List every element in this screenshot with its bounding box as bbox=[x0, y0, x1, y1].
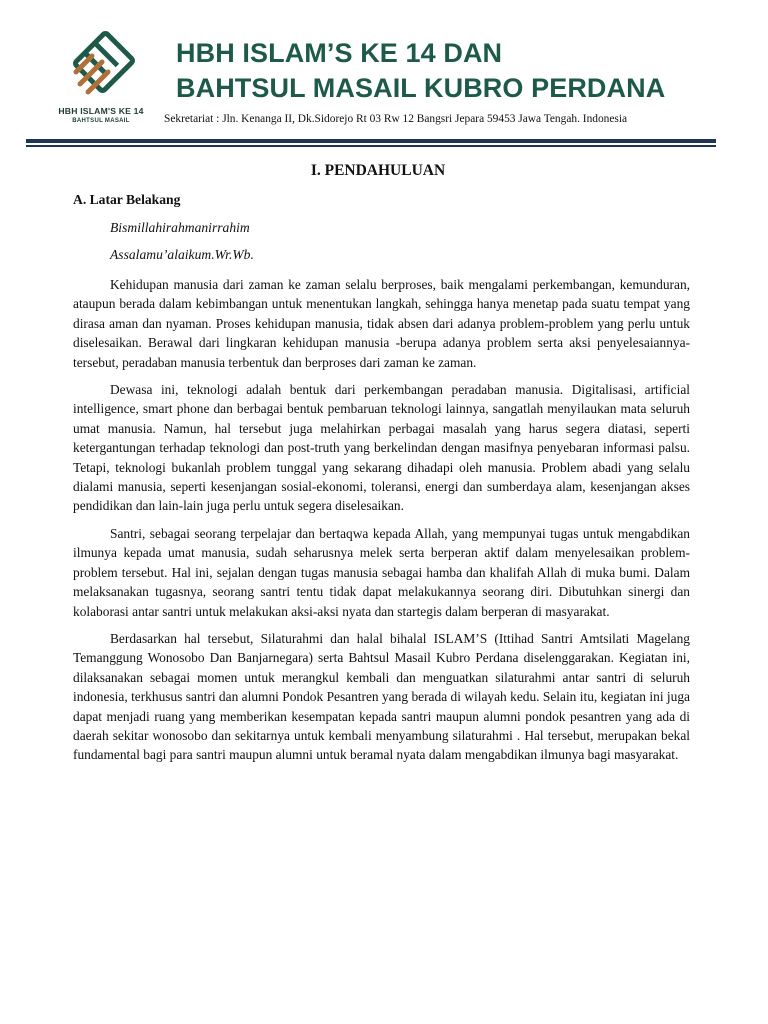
organization-title-line2: BAHTSUL MASAIL KUBRO PERDANA bbox=[176, 73, 666, 103]
opening-salam: Assalamu’alaikum.Wr.Wb. bbox=[110, 247, 254, 262]
organization-title bbox=[176, 36, 665, 106]
paragraph: Kehidupan manusia dari zaman ke zaman selalu berproses, baik mengalami perkembangan, kemunduran, ataupun berada dalam kebimbangan untuk menentukan langkah, sehingga hanya menetap pada suatu tempat yang dirasa aman dan nyaman. Proses kehidupan manusia, tidak absen dari adanya problem-problem yang perlu untuk diselesaikan. Berawal dari lingkaran kehidupan manusia -berupa adanya problem serta aksi penyelesaiannya-tersebut, peradaban manusia terbentuk dan berproses dari zaman ke zaman. bbox=[73, 277, 690, 370]
logo-caption-event: HBH ISLAM'S KE 14 bbox=[58, 106, 144, 116]
organization-title-line1: HBH ISLAM’S KE 14 DAN bbox=[176, 38, 503, 68]
paragraph: Berdasarkan hal tersebut, Silaturahmi dan halal bihalal ISLAM’S (Ittihad Santri Amtsilati Magelang Temanggung Wonosobo Dan Banjarnegara) serta Bahtsul Masail Kubro Perdana diselenggarakan. Kegiatan ini, dilaksanakan sebagai momen untuk merangkul kembali dan menguatkan silaturahmi antar santri di seluruh indonesia, terkhusus santri dan alumni Pondok Pesantren yang berada di wilayah kedu. Selain itu, kegiatan ini juga dapat menjadi ruang yang memberikan kesempatan kepada santri maupun alumni pondok pesantren yang ada di daerah sekitar wonosobo dan sekitarnya untuk kembali menyambung silaturahmi . Hal tersebut, merupakan bekal fundamental bagi para santri maupun alumni untuk beramal nyata dalam mengabdikan ilmunya bagi masyarakat. bbox=[73, 630, 690, 763]
body-text bbox=[73, 275, 690, 773]
organization-logo bbox=[52, 26, 150, 130]
hbh-islams-logo-icon bbox=[66, 26, 138, 106]
opening-basmalah: Bismillahirahmanirrahim bbox=[110, 220, 250, 235]
header-divider-thin bbox=[26, 145, 716, 147]
subsection-title: A. Latar Belakang bbox=[73, 192, 181, 207]
section-title: I. PENDAHULUAN bbox=[310, 162, 446, 179]
logo-caption-sub: BAHTSUL MASAIL bbox=[72, 118, 130, 124]
secretariat-address: Sekretariat : Jln. Kenanga II, Dk.Sidorejo Rt 03 Rw 12 Bangsri Jepara 59453 Jawa Tengah. Indonesia bbox=[164, 113, 628, 125]
paragraph: Dewasa ini, teknologi adalah bentuk dari perkembangan peradaban manusia. Digitalisasi, artificial intelligence, smart phone dan berbagai bentuk pembaruan teknologi lainnya, sangatlah menyilaukan mata seluruh umat manusia. Namun, hal tersebut juga melahirkan perbagai masalah yang harus segera diatasi, seperti ketergantungan terhadap teknologi dan post-truth yang berkelindan dengan masifnya penyebaran informasi palsu. Tetapi, teknologi bukanlah problem tunggal yang sekarang dihadapi oleh manusia. Problem abadi yang selalu dialami manusia, seperti kesenjangan sosial-ekonomi, toleransi, energi dan sumberdaya alam, kesenjangan akses pendidikan dan lain-lain juga perlu untuk segera diselesaikan. bbox=[73, 382, 690, 514]
header-divider-thick bbox=[26, 139, 716, 143]
paragraph: Santri, sebagai seorang terpelajar dan bertaqwa kepada Allah, yang mempunyai tugas untuk mengabdikan ilmunya kepada umat manusia, sudah seharusnya melek serta berperan aktif dalam menyelesaikan problem-problem tersebut. Hal ini, sejalan dengan tugas manusia sebagai hamba dan khalifah Allah di muka bumi. Dalam melaksanakan tugasnya, seorang santri tentu tidak dapat melakukannya seorang diri. Dibutuhkan sinergi dan kolaborasi antar santri untuk melakukan aksi-aksi nyata dan startegis dalam berperan di masyarakat. bbox=[73, 525, 690, 619]
